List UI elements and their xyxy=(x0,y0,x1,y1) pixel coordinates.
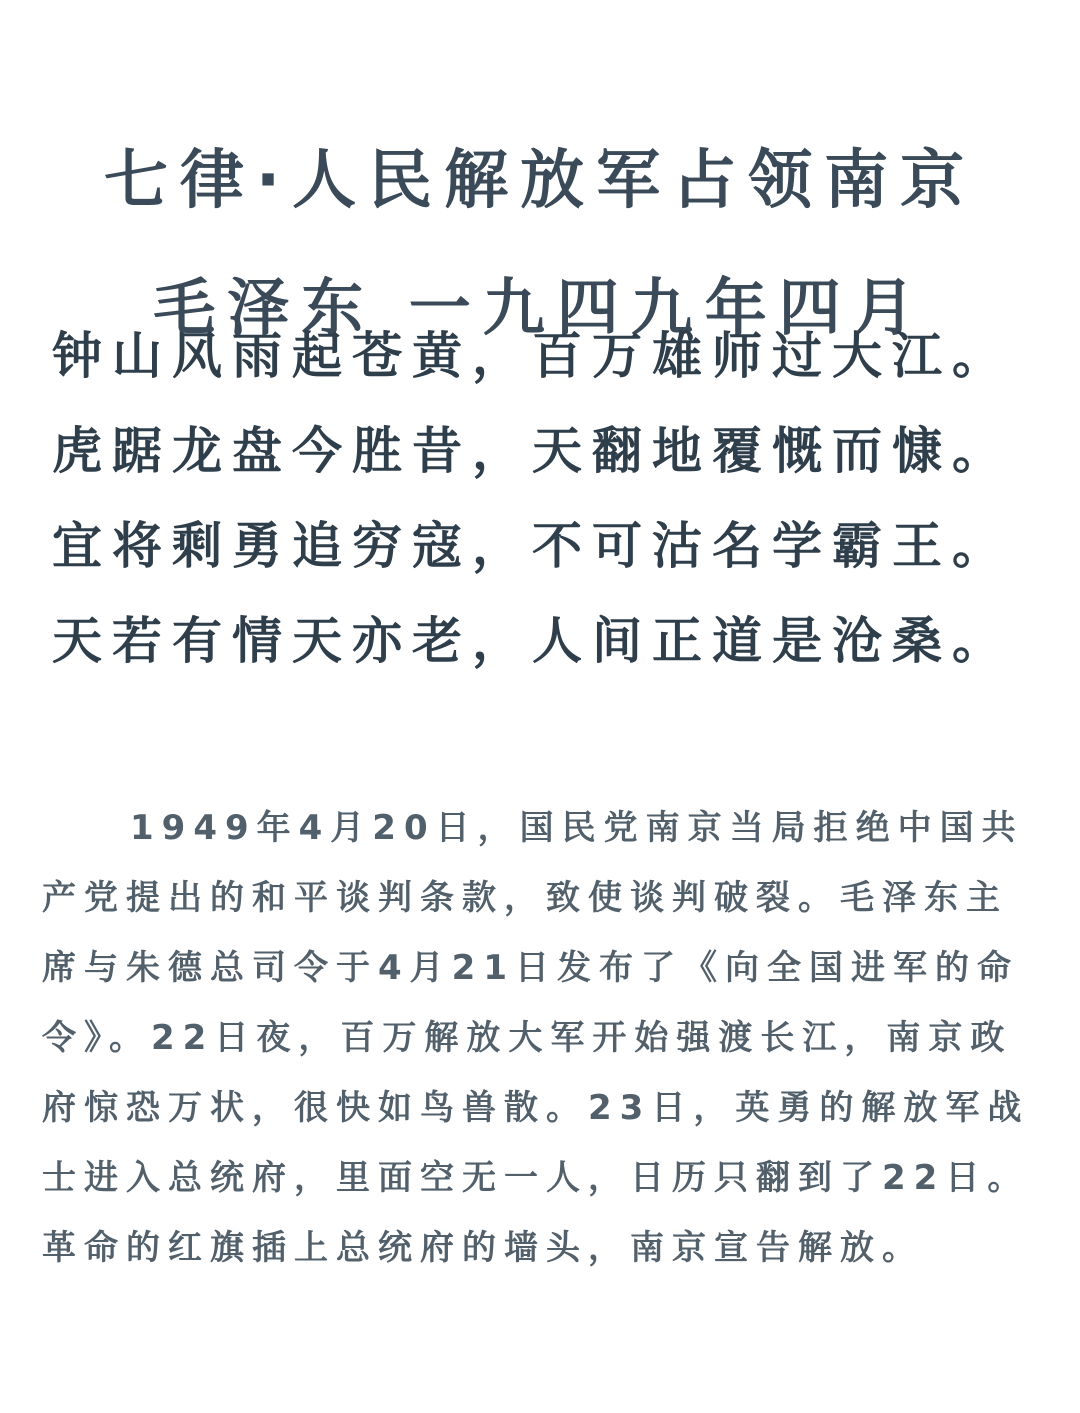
poem-title: 七律·人民解放军占领南京 xyxy=(103,143,977,218)
poem-line-2: 虎踞龙盘今胜昔，天翻地覆慨而慷。 xyxy=(52,422,1012,480)
poem-line-4: 天若有情天亦老，人间正道是沧桑。 xyxy=(52,612,1012,670)
background-text: 1949年4月20日，国民党南京当局拒绝中国共产党提出的和平谈判条款，致使谈判破裂。毛泽东主席与朱德总司令于4月21日发布了《向全国进军的命令》。22日夜，百万解放大军开始强渡长江，南京政府惊恐万状，很快如鸟兽散。23日，英勇的解放军战士进入总统府，里面空无一人，日历只翻到了22日。革命的红旗插上总统府的墙头，南京宣告解放。 xyxy=(42,808,1030,1268)
background-paragraph xyxy=(42,793,1042,1283)
poem-body xyxy=(52,322,1052,702)
poem-line-3: 宜将剩勇追穷寇，不可沽名学霸王。 xyxy=(52,517,1012,575)
poem-line-1: 钟山风雨起苍黄，百万雄师过大江。 xyxy=(52,327,1012,385)
author-date-line: 毛泽东 一九四九年四月 xyxy=(153,271,927,345)
